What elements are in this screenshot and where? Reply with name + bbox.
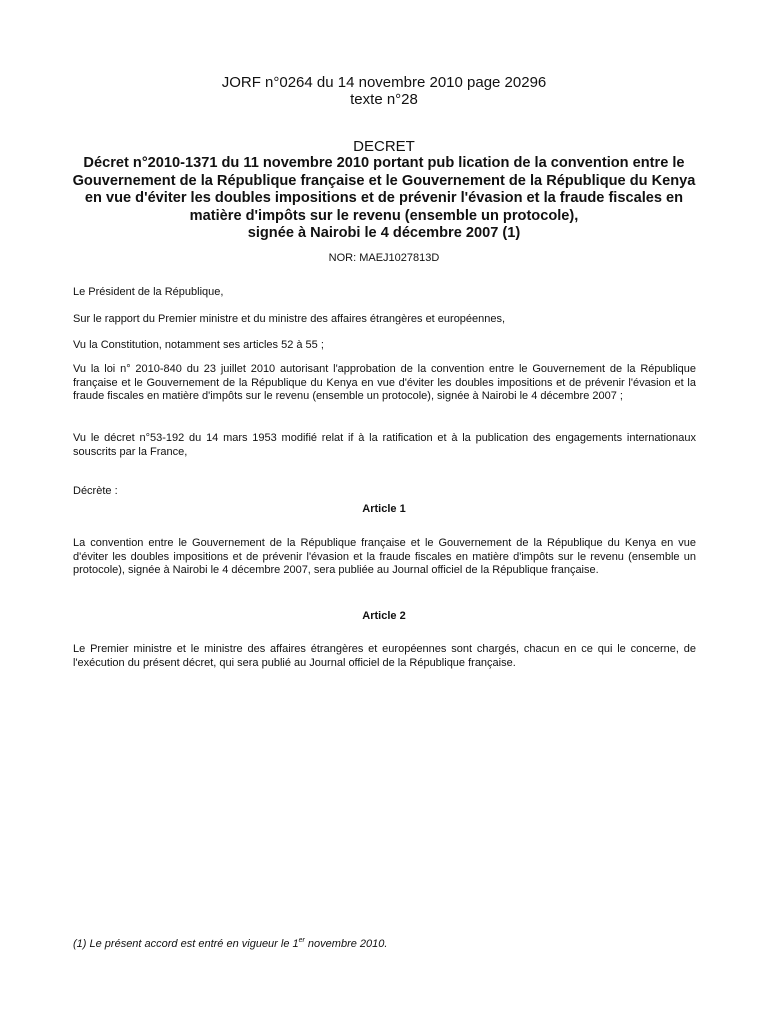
decree-title xyxy=(60,155,708,243)
footnote-superscript: er xyxy=(298,937,305,944)
loi-visa: Vu la loi n° 2010-840 du 23 juillet 2010 autorisant l'approbation de la convention entre le Gouvernement de la République française et le Gouvernement de la République du Kenya en vue d'éviter les doubles impositions et de prévenir l'évasion et la fraude fiscales en matière d'impôts sur le revenu (ensemble un protocole), signée à Nairobi le 4 décembre 2007 ; xyxy=(73,363,696,403)
decree-title-line: matière d'impôts sur le revenu (ensemble un protocole), xyxy=(189,207,579,224)
decrete-line: Décrète : xyxy=(73,485,118,497)
text-number: texte n°28 xyxy=(350,91,418,108)
decree-title-block xyxy=(60,138,708,243)
constitution-line: Vu la Constitution, notamment ses articles 52 à 55 ; xyxy=(73,339,324,351)
decree-title-line: Gouvernement de la République française et le Gouvernement de la République du Kenya xyxy=(72,172,696,189)
decree-title-line: signée à Nairobi le 4 décembre 2007 (1) xyxy=(247,225,521,242)
article-1-heading: Article 1 xyxy=(362,503,406,515)
footnote-text: (1) Le présent accord est entré en vigueur le 1 xyxy=(73,938,299,950)
article-2-heading: Article 2 xyxy=(362,610,406,622)
decree-title-line: Décret n°2010-1371 du 11 novembre 2010 portant pub lication de la convention entre le xyxy=(83,155,685,171)
article-2-text: Le Premier ministre et le ministre des affaires étrangères et européennes sont chargés, chacun en ce qui le concerne, de l'exécution du présent décret, qui sera publié au Journal officiel de la République française. xyxy=(73,643,696,669)
rapport-line: Sur le rapport du Premier ministre et du ministre des affaires étrangères et européennes, xyxy=(73,313,506,325)
nor-reference: NOR: MAEJ1027813D xyxy=(328,252,440,264)
footnote-text-end: novembre 2010. xyxy=(304,938,388,950)
decree-title-line: en vue d'éviter les doubles impositions et de prévenir l'évasion et la fraude fiscales en xyxy=(84,190,684,207)
journal-reference-line: JORF n°0264 du 14 novembre 2010 page 20296 xyxy=(221,74,547,91)
president-line: Le Président de la République, xyxy=(73,286,224,298)
decree-label: DECRET xyxy=(353,138,415,155)
decret-visa: Vu le décret n°53-192 du 14 mars 1953 modifié relat if à la ratification et à la publication des engagements internationaux souscrits par la France, xyxy=(73,432,696,458)
article-1-text: La convention entre le Gouvernement de la République française et le Gouvernement de la République du Kenya en vue d'éviter les doubles impositions et de prévenir l'évasion et la fraude fiscales en matière d'impôts sur le revenu (ensemble un protocole), signée à Nairobi le 4 décembre 2007, sera publiée au Journal officiel de la République française. xyxy=(73,537,696,577)
journal-reference xyxy=(0,74,768,108)
footnote xyxy=(73,938,696,951)
